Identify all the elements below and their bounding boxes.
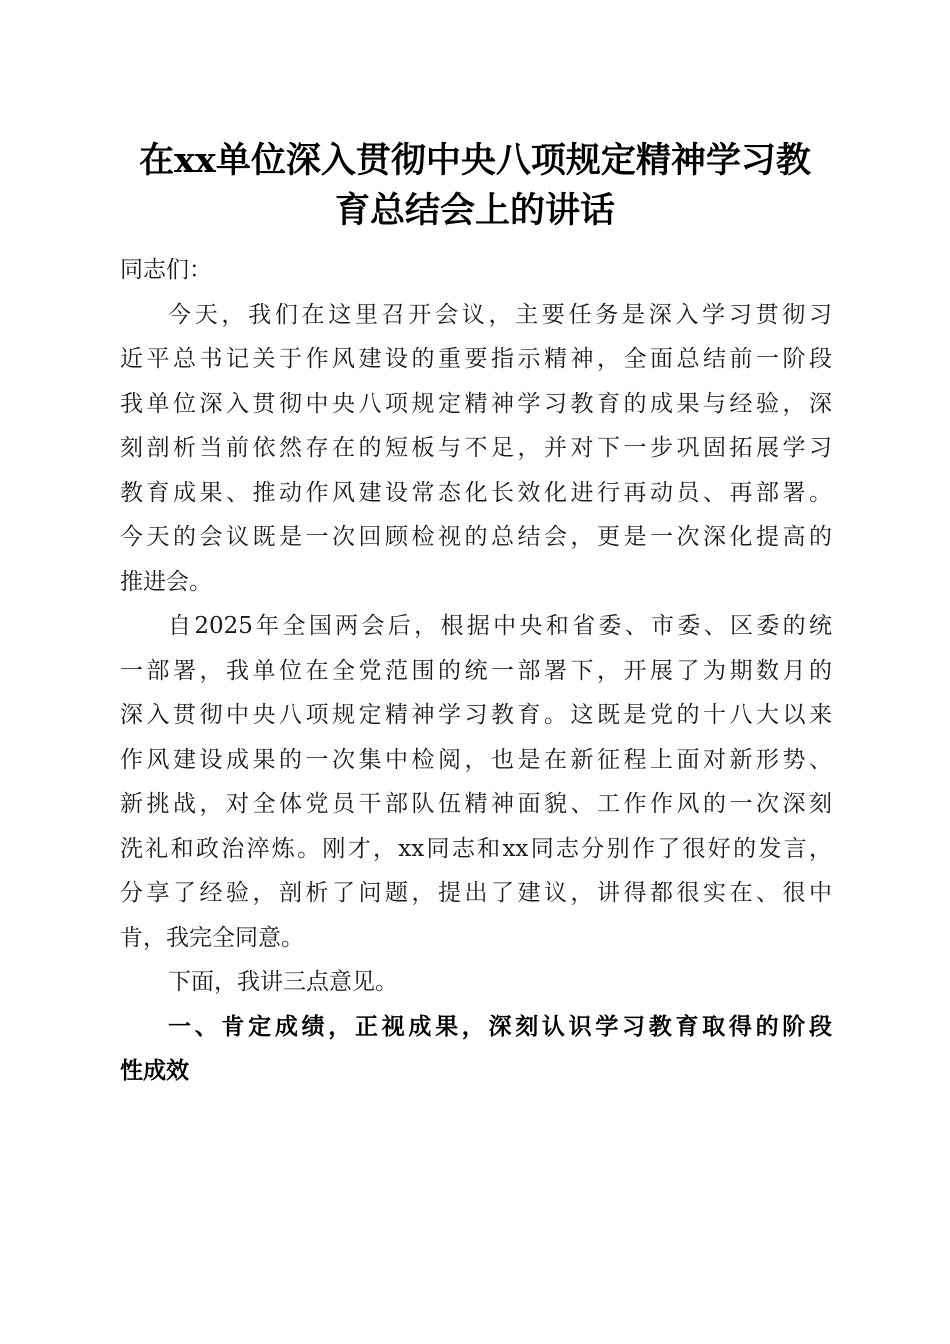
document-title <box>110 136 840 236</box>
paragraph-line: 今天，我们在这里召开会议，主要任务是深入学习贯彻习 <box>168 301 832 328</box>
paragraph-line: 近平总书记关于作风建设的重要指示精神，全面总结前一阶段 <box>120 346 832 372</box>
paragraph-line: 今天的会议既是一次回顾检视的总结会，更是一次深化提高的 <box>120 524 832 550</box>
paragraph-line: 下面，我讲三点意见。 <box>168 969 398 995</box>
paragraph-line: 刻剖析当前依然存在的短板与不足，并对下一步巩固拓展学习 <box>120 435 832 461</box>
paragraph-line: 作风建设成果的一次集中检阅，也是在新征程上面对新形势、 <box>120 746 832 773</box>
paragraph-line: 教育成果、推动作风建设常态化长效化进行再动员、再部署。 <box>120 479 832 506</box>
paragraph-line: 新挑战，对全体党员干部队伍精神面貌、工作作风的一次深刻 <box>120 791 832 817</box>
heading-line: 性成效 <box>120 1058 189 1084</box>
paragraph-1 <box>120 293 832 605</box>
paragraph-line: 深入贯彻中央八项规定精神学习教育。这既是党的十八大以来 <box>120 702 832 728</box>
paragraph-line: 分享了经验，剖析了问题，提出了建议，讲得都很实在、很中 <box>120 880 832 906</box>
title-line-1: 在xx单位深入贯彻中央八项规定精神学习教 <box>139 140 811 181</box>
paragraph-line: 自2025年全国两会后，根据中央和省委、市委、区委的统 <box>168 613 832 639</box>
heading-line: 一、肯定成绩，正视成果，深刻认识学习教育取得的阶段 <box>168 1013 832 1040</box>
title-line-2: 育总结会上的讲话 <box>334 190 615 231</box>
paragraph-line: 推进会。 <box>120 568 212 595</box>
paragraph-line: 洗礼和政治淬炼。刚才，xx同志和xx同志分别作了很好的发言， <box>120 835 832 862</box>
paragraph-3 <box>120 960 832 1005</box>
paragraph-line: 我单位深入贯彻中央八项规定精神学习教育的成果与经验，深 <box>120 390 832 417</box>
section-heading-1 <box>120 1005 832 1094</box>
paragraph-line: 一部署，我单位在全党范围的统一部署下，开展了为期数月的 <box>120 657 832 684</box>
paragraph-2 <box>120 604 832 960</box>
salutation: 同志们： <box>120 257 212 283</box>
paragraph-line: 肯，我完全同意。 <box>120 924 304 951</box>
document-body <box>120 248 832 1094</box>
